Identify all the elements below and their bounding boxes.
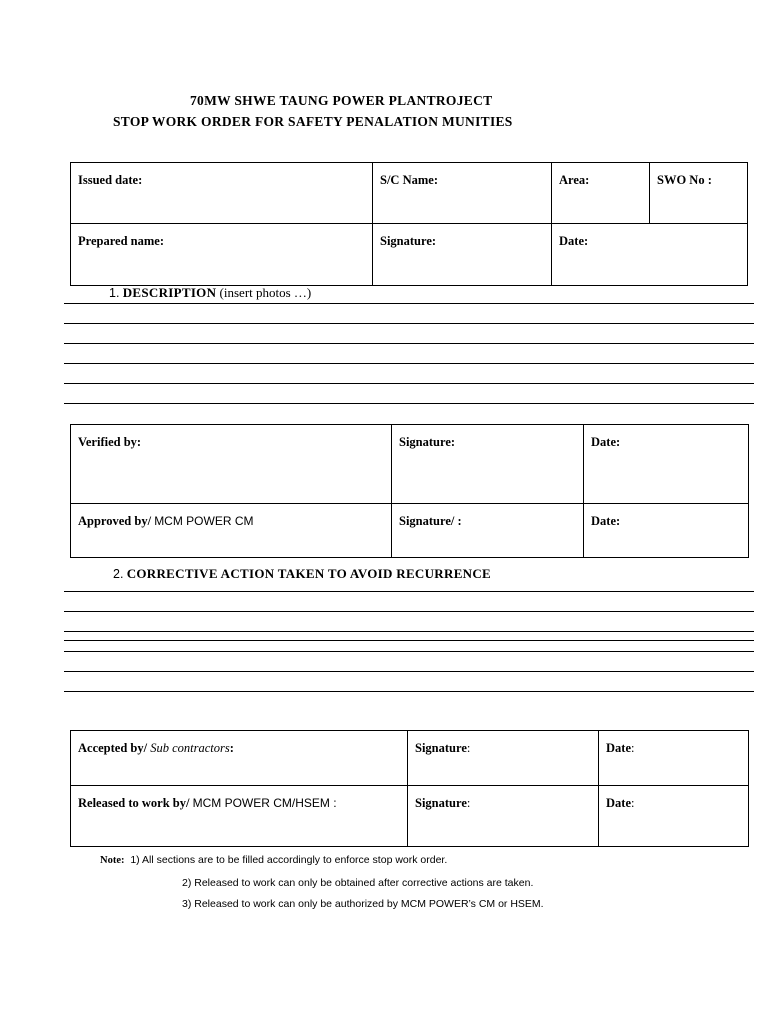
issue-info-table (70, 162, 748, 286)
prepared-date-field[interactable] (552, 224, 748, 286)
released-signature-field[interactable] (408, 786, 599, 847)
verified-by-field[interactable] (71, 425, 392, 504)
prepared-signature-field[interactable] (373, 224, 552, 286)
description-line-4[interactable] (64, 363, 754, 364)
released-by-value: MCM POWER CM/HSEM : (192, 796, 337, 810)
description-note: (insert photos …) (219, 285, 312, 300)
prepared-date-label: Date: (559, 234, 589, 248)
accepted-by-value: Sub contractors (150, 741, 230, 755)
accepted-date-colon: : (631, 741, 635, 755)
note-line-1 (100, 854, 447, 866)
corrective-line-6[interactable] (64, 671, 754, 672)
accepted-by-colon: : (229, 741, 234, 755)
prepared-name-label: Prepared name: (78, 234, 164, 248)
verified-by-label: Verified by: (78, 435, 142, 449)
prepared-name-field[interactable] (71, 224, 373, 286)
corrective-line-1[interactable] (64, 591, 754, 592)
note-text-1: 1) All sections are to be filled accordingly to enforce stop work order. (130, 854, 448, 866)
approved-signature-label: Signature/ : (399, 514, 462, 528)
approved-date-label: Date: (591, 514, 621, 528)
verification-table (70, 424, 749, 558)
corrective-line-7[interactable] (64, 691, 754, 692)
description-number: 1. (109, 286, 120, 300)
released-date-field[interactable] (599, 786, 749, 847)
approved-date-field[interactable] (584, 504, 749, 558)
released-date-label: Date (606, 796, 631, 810)
description-line-2[interactable] (64, 323, 754, 324)
accepted-by-field[interactable] (71, 731, 408, 786)
corrective-line-2[interactable] (64, 611, 754, 612)
area-label: Area: (559, 173, 590, 187)
prepared-signature-label: Signature: (380, 234, 437, 248)
note-line-2: 2) Released to work can only be obtained after corrective actions are taken. (182, 877, 534, 889)
document-title: 70MW SHWE TAUNG POWER PLANTROJECT (190, 93, 493, 108)
accepted-date-field[interactable] (599, 731, 749, 786)
corrective-line-5[interactable] (64, 651, 754, 652)
sc-name-label: S/C Name: (380, 173, 438, 187)
released-by-label: Released to work by/ (78, 796, 190, 810)
released-date-colon: : (631, 796, 635, 810)
description-line-6[interactable] (64, 403, 754, 404)
sc-name-field[interactable] (373, 163, 552, 224)
verified-signature-label: Signature: (399, 435, 456, 449)
released-signature-label: Signature (415, 796, 467, 810)
issued-date-field[interactable] (71, 163, 373, 224)
document-subtitle: STOP WORK ORDER FOR SAFETY PENALATION MUNITIES (113, 114, 513, 129)
description-heading (109, 285, 311, 301)
verified-date-label: Date: (591, 435, 621, 449)
corrective-number: 2. (113, 567, 124, 581)
approved-by-field[interactable] (71, 504, 392, 558)
verified-signature-field[interactable] (392, 425, 584, 504)
accepted-signature-field[interactable] (408, 731, 599, 786)
accepted-by-label: Accepted by/ (78, 741, 148, 755)
released-by-field[interactable] (71, 786, 408, 847)
accepted-signature-colon: : (466, 741, 471, 755)
note-line-3: 3) Released to work can only be authorized by MCM POWER’s CM or HSEM. (182, 898, 544, 910)
accepted-date-label: Date (606, 741, 631, 755)
note-label: Note: (100, 855, 125, 866)
accepted-signature-label: Signature (415, 741, 467, 755)
swo-no-label: SWO No : (657, 173, 712, 187)
description-line-3[interactable] (64, 343, 754, 344)
corrective-title: CORRECTIVE ACTION TAKEN TO AVOID RECURRENCE (126, 566, 492, 581)
description-title: DESCRIPTION (122, 285, 217, 300)
corrective-line-3[interactable] (64, 631, 754, 632)
swo-no-field[interactable] (650, 163, 748, 224)
approved-signature-field[interactable] (392, 504, 584, 558)
issued-date-label: Issued date: (78, 173, 143, 187)
verified-date-field[interactable] (584, 425, 749, 504)
released-signature-colon: : (466, 796, 471, 810)
corrective-heading (113, 566, 491, 582)
description-line-5[interactable] (64, 383, 754, 384)
corrective-line-4[interactable] (64, 640, 754, 641)
approved-by-value: MCM POWER CM (154, 514, 254, 528)
acceptance-table (70, 730, 749, 847)
area-field[interactable] (552, 163, 650, 224)
description-line-1[interactable] (64, 303, 754, 304)
approved-by-label: Approved by/ (78, 514, 152, 528)
